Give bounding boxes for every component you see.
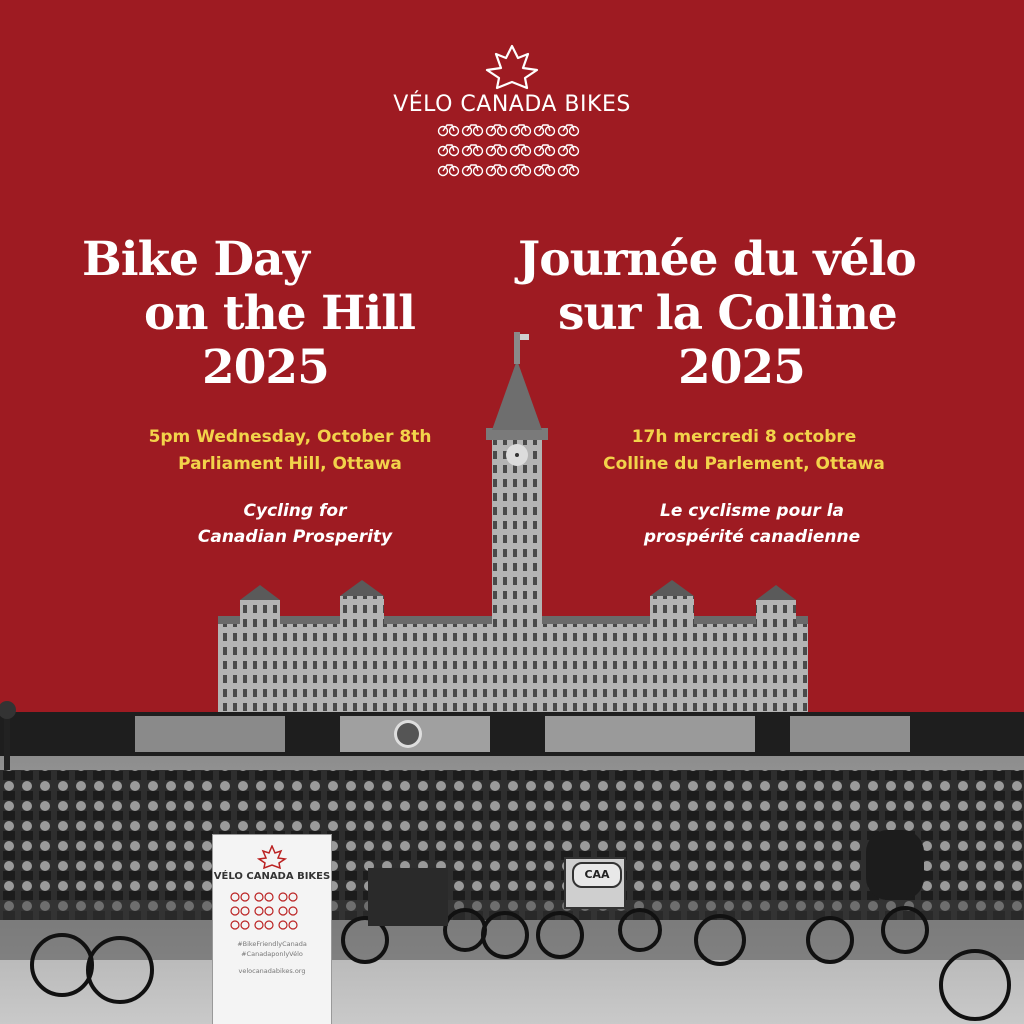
event-location: Colline du Parlement, Ottawa xyxy=(603,454,885,474)
tagline-english xyxy=(130,498,460,550)
event-location: Parliament Hill, Ottawa xyxy=(178,454,402,474)
title-line: on the Hill xyxy=(144,286,415,341)
bicycle-icon xyxy=(437,123,587,183)
tagline-line: Canadian Prosperity xyxy=(197,527,393,547)
construction-hoarding xyxy=(0,712,1024,756)
pull-up-banner xyxy=(212,834,332,1024)
tagline-line: prospérité canadienne xyxy=(643,527,861,547)
brand-logo xyxy=(0,44,1024,183)
banner-url: velocanadabikes.org xyxy=(238,967,306,975)
banner-hashtag: #CanadaponlyVélo xyxy=(241,950,303,958)
banner-brand-name: VÉLO CANADA BIKES xyxy=(213,871,331,882)
event-details-french xyxy=(554,424,934,478)
maple-leaf-icon xyxy=(257,845,287,869)
cargo-crate-logo: CAA xyxy=(572,862,622,888)
tagline-line: Cycling for xyxy=(243,501,347,521)
title-line: Bike Day xyxy=(82,232,309,287)
cargo-bike-box xyxy=(368,868,448,926)
title-year: 2025 xyxy=(678,340,805,395)
banner-hashtag: #BikeFriendlyCanada xyxy=(237,940,307,948)
title-line: Journée du vélo xyxy=(518,232,916,287)
title-english xyxy=(82,233,482,395)
event-datetime: 17h mercredi 8 octobre xyxy=(631,427,857,447)
bicycle-icon xyxy=(227,889,317,933)
title-line: sur la Colline xyxy=(558,286,897,341)
title-year: 2025 xyxy=(202,340,329,395)
event-details-english xyxy=(100,424,480,478)
bike-trailer xyxy=(866,830,924,900)
maple-leaf-icon xyxy=(481,44,543,90)
banner-hashtags xyxy=(213,939,331,959)
tagline-french xyxy=(582,498,922,550)
brand-name: VÉLO CANADA BIKES xyxy=(393,92,631,117)
event-datetime: 5pm Wednesday, October 8th xyxy=(148,427,432,447)
title-french xyxy=(518,233,1018,395)
tagline-line: Le cyclisme pour la xyxy=(659,501,844,521)
